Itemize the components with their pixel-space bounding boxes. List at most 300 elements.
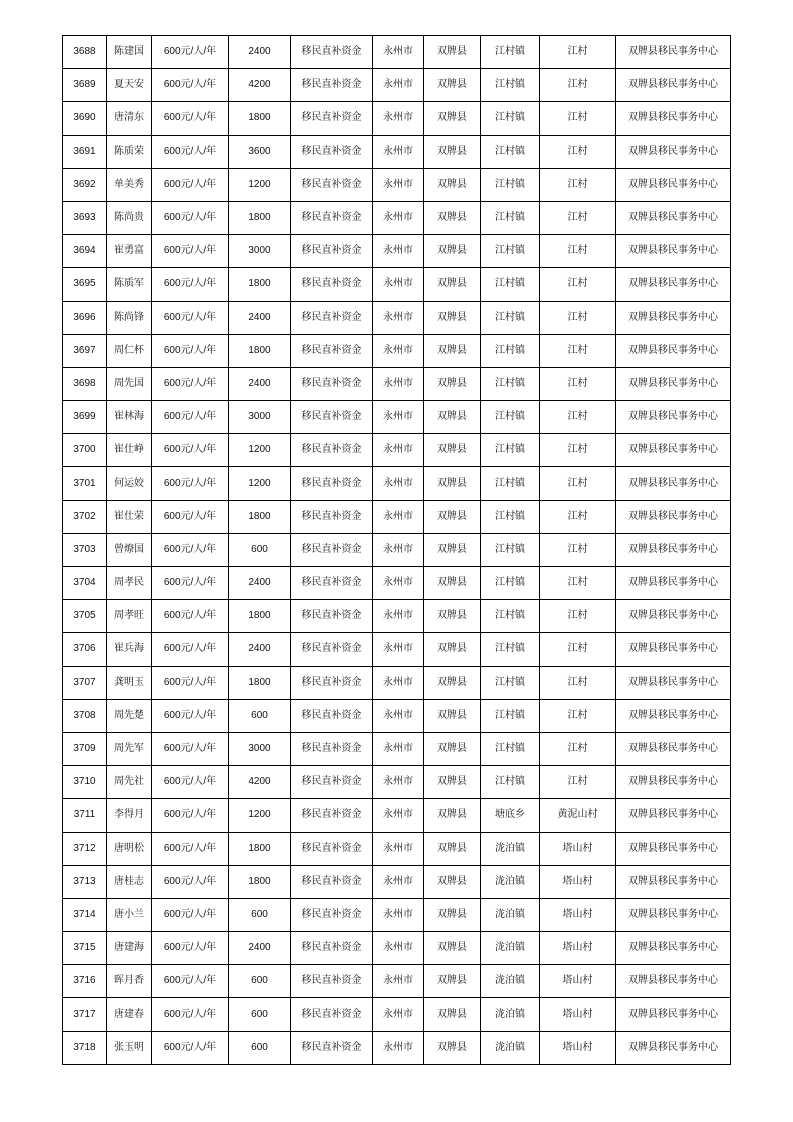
town-cell: 塘底乡: [481, 799, 540, 832]
table-row: [63, 567, 731, 600]
row-number-cell: 3715: [63, 932, 107, 965]
subsidy-amount-cell: 2400: [229, 567, 291, 600]
subsidy-amount-cell: 1800: [229, 865, 291, 898]
table-row: [63, 434, 731, 467]
department-cell: 双牌县移民事务中心: [616, 135, 731, 168]
row-number-cell: 3700: [63, 434, 107, 467]
fund-type-cell: 移民直补资金: [291, 932, 373, 965]
row-number-cell: 3716: [63, 965, 107, 998]
department-cell: 双牌县移民事务中心: [616, 334, 731, 367]
village-cell: 江村: [540, 633, 616, 666]
town-cell: 泷泊镇: [481, 865, 540, 898]
table-row: [63, 301, 731, 334]
row-number-cell: 3709: [63, 732, 107, 765]
subsidy-amount-cell: 1800: [229, 600, 291, 633]
town-cell: 江村镇: [481, 135, 540, 168]
department-cell: 双牌县移民事务中心: [616, 666, 731, 699]
county-cell: 双牌县: [424, 367, 481, 400]
subsidy-amount-cell: 1200: [229, 467, 291, 500]
row-number-cell: 3714: [63, 898, 107, 931]
recipient-name-cell: 崔仕峥: [107, 434, 152, 467]
village-cell: 江村: [540, 268, 616, 301]
village-cell: 江村: [540, 567, 616, 600]
table-row: [63, 235, 731, 268]
fund-type-cell: 移民直补资金: [291, 36, 373, 69]
subsidy-amount-cell: 3000: [229, 235, 291, 268]
county-cell: 双牌县: [424, 434, 481, 467]
recipient-name-cell: 唐小兰: [107, 898, 152, 931]
department-cell: 双牌县移民事务中心: [616, 799, 731, 832]
row-number-cell: 3693: [63, 201, 107, 234]
subsidy-amount-cell: 600: [229, 533, 291, 566]
row-number-cell: 3702: [63, 500, 107, 533]
department-cell: 双牌县移民事务中心: [616, 102, 731, 135]
row-number-cell: 3699: [63, 401, 107, 434]
table-row: [63, 268, 731, 301]
recipient-name-cell: 唐建春: [107, 998, 152, 1031]
city-cell: 永州市: [373, 998, 424, 1031]
city-cell: 永州市: [373, 533, 424, 566]
recipient-name-cell: 唐清东: [107, 102, 152, 135]
department-cell: 双牌县移民事务中心: [616, 168, 731, 201]
city-cell: 永州市: [373, 401, 424, 434]
fund-type-cell: 移民直补资金: [291, 600, 373, 633]
department-cell: 双牌县移民事务中心: [616, 1031, 731, 1064]
department-cell: 双牌县移民事务中心: [616, 367, 731, 400]
row-number-cell: 3695: [63, 268, 107, 301]
table-row: [63, 135, 731, 168]
recipient-name-cell: 周仁杯: [107, 334, 152, 367]
village-cell: 江村: [540, 699, 616, 732]
village-cell: 塔山村: [540, 865, 616, 898]
city-cell: 永州市: [373, 268, 424, 301]
city-cell: 永州市: [373, 36, 424, 69]
village-cell: 江村: [540, 201, 616, 234]
department-cell: 双牌县移民事务中心: [616, 633, 731, 666]
subsidy-standard-cell: 600元/人/年: [152, 168, 229, 201]
subsidy-amount-cell: 1800: [229, 102, 291, 135]
fund-type-cell: 移民直补资金: [291, 533, 373, 566]
county-cell: 双牌县: [424, 633, 481, 666]
row-number-cell: 3710: [63, 766, 107, 799]
recipient-name-cell: 夏天安: [107, 69, 152, 102]
subsidy-standard-cell: 600元/人/年: [152, 533, 229, 566]
subsidy-standard-cell: 600元/人/年: [152, 268, 229, 301]
row-number-cell: 3694: [63, 235, 107, 268]
recipient-name-cell: 龚明玉: [107, 666, 152, 699]
town-cell: 泷泊镇: [481, 998, 540, 1031]
city-cell: 永州市: [373, 201, 424, 234]
row-number-cell: 3712: [63, 832, 107, 865]
fund-type-cell: 移民直补资金: [291, 832, 373, 865]
village-cell: 江村: [540, 666, 616, 699]
city-cell: 永州市: [373, 567, 424, 600]
recipient-name-cell: 晖月香: [107, 965, 152, 998]
town-cell: 江村镇: [481, 633, 540, 666]
county-cell: 双牌县: [424, 102, 481, 135]
village-cell: 江村: [540, 401, 616, 434]
department-cell: 双牌县移民事务中心: [616, 567, 731, 600]
county-cell: 双牌县: [424, 69, 481, 102]
recipient-name-cell: 崔勇富: [107, 235, 152, 268]
village-cell: 塔山村: [540, 965, 616, 998]
subsidy-standard-cell: 600元/人/年: [152, 500, 229, 533]
row-number-cell: 3698: [63, 367, 107, 400]
department-cell: 双牌县移民事务中心: [616, 533, 731, 566]
row-number-cell: 3707: [63, 666, 107, 699]
subsidy-standard-cell: 600元/人/年: [152, 766, 229, 799]
city-cell: 永州市: [373, 832, 424, 865]
subsidy-amount-cell: 1200: [229, 434, 291, 467]
town-cell: 江村镇: [481, 567, 540, 600]
recipient-name-cell: 周先社: [107, 766, 152, 799]
subsidy-amount-cell: 1800: [229, 500, 291, 533]
subsidy-amount-cell: 2400: [229, 36, 291, 69]
row-number-cell: 3692: [63, 168, 107, 201]
recipient-name-cell: 曾燎国: [107, 533, 152, 566]
city-cell: 永州市: [373, 1031, 424, 1064]
table-row: [63, 732, 731, 765]
recipient-name-cell: 周先楚: [107, 699, 152, 732]
village-cell: 塔山村: [540, 832, 616, 865]
village-cell: 江村: [540, 135, 616, 168]
village-cell: 江村: [540, 235, 616, 268]
subsidy-standard-cell: 600元/人/年: [152, 666, 229, 699]
recipient-name-cell: 陈建国: [107, 36, 152, 69]
subsidy-amount-cell: 1800: [229, 201, 291, 234]
county-cell: 双牌县: [424, 1031, 481, 1064]
subsidy-standard-cell: 600元/人/年: [152, 301, 229, 334]
village-cell: 江村: [540, 36, 616, 69]
town-cell: 江村镇: [481, 500, 540, 533]
department-cell: 双牌县移民事务中心: [616, 235, 731, 268]
row-number-cell: 3689: [63, 69, 107, 102]
county-cell: 双牌县: [424, 533, 481, 566]
table-row: [63, 799, 731, 832]
town-cell: 江村镇: [481, 766, 540, 799]
fund-type-cell: 移民直补资金: [291, 633, 373, 666]
village-cell: 黄泥山村: [540, 799, 616, 832]
table-row: [63, 832, 731, 865]
table-row: [63, 367, 731, 400]
table-row: [63, 666, 731, 699]
city-cell: 永州市: [373, 69, 424, 102]
town-cell: 江村镇: [481, 467, 540, 500]
department-cell: 双牌县移民事务中心: [616, 732, 731, 765]
department-cell: 双牌县移民事务中心: [616, 69, 731, 102]
fund-type-cell: 移民直补资金: [291, 666, 373, 699]
row-number-cell: 3711: [63, 799, 107, 832]
subsidy-amount-cell: 2400: [229, 932, 291, 965]
table-body: [63, 36, 731, 1065]
table-row: [63, 998, 731, 1031]
fund-type-cell: 移民直补资金: [291, 998, 373, 1031]
town-cell: 江村镇: [481, 301, 540, 334]
fund-type-cell: 移民直补资金: [291, 699, 373, 732]
fund-type-cell: 移民直补资金: [291, 467, 373, 500]
department-cell: 双牌县移民事务中心: [616, 898, 731, 931]
table-row: [63, 533, 731, 566]
department-cell: 双牌县移民事务中心: [616, 401, 731, 434]
subsidy-standard-cell: 600元/人/年: [152, 401, 229, 434]
town-cell: 江村镇: [481, 268, 540, 301]
city-cell: 永州市: [373, 766, 424, 799]
recipient-name-cell: 李得月: [107, 799, 152, 832]
city-cell: 永州市: [373, 898, 424, 931]
table-row: [63, 334, 731, 367]
subsidy-standard-cell: 600元/人/年: [152, 799, 229, 832]
row-number-cell: 3691: [63, 135, 107, 168]
department-cell: 双牌县移民事务中心: [616, 500, 731, 533]
village-cell: 江村: [540, 434, 616, 467]
county-cell: 双牌县: [424, 500, 481, 533]
county-cell: 双牌县: [424, 865, 481, 898]
table-row: [63, 699, 731, 732]
subsidy-amount-cell: 600: [229, 965, 291, 998]
subsidy-standard-cell: 600元/人/年: [152, 699, 229, 732]
table-row: [63, 865, 731, 898]
county-cell: 双牌县: [424, 898, 481, 931]
town-cell: 泷泊镇: [481, 965, 540, 998]
row-number-cell: 3706: [63, 633, 107, 666]
city-cell: 永州市: [373, 135, 424, 168]
recipient-name-cell: 陈尚贵: [107, 201, 152, 234]
town-cell: 江村镇: [481, 69, 540, 102]
town-cell: 江村镇: [481, 334, 540, 367]
county-cell: 双牌县: [424, 36, 481, 69]
village-cell: 江村: [540, 367, 616, 400]
department-cell: 双牌县移民事务中心: [616, 865, 731, 898]
table-row: [63, 201, 731, 234]
subsidy-standard-cell: 600元/人/年: [152, 367, 229, 400]
department-cell: 双牌县移民事务中心: [616, 201, 731, 234]
town-cell: 江村镇: [481, 600, 540, 633]
table-row: [63, 467, 731, 500]
department-cell: 双牌县移民事务中心: [616, 965, 731, 998]
fund-type-cell: 移民直补资金: [291, 135, 373, 168]
table-row: [63, 633, 731, 666]
recipient-name-cell: 陈质军: [107, 268, 152, 301]
recipient-name-cell: 张玉明: [107, 1031, 152, 1064]
subsidy-standard-cell: 600元/人/年: [152, 467, 229, 500]
city-cell: 永州市: [373, 334, 424, 367]
subsidy-standard-cell: 600元/人/年: [152, 1031, 229, 1064]
county-cell: 双牌县: [424, 932, 481, 965]
subsidy-amount-cell: 2400: [229, 633, 291, 666]
town-cell: 江村镇: [481, 732, 540, 765]
county-cell: 双牌县: [424, 600, 481, 633]
subsidy-standard-cell: 600元/人/年: [152, 201, 229, 234]
town-cell: 江村镇: [481, 666, 540, 699]
village-cell: 江村: [540, 766, 616, 799]
county-cell: 双牌县: [424, 467, 481, 500]
city-cell: 永州市: [373, 168, 424, 201]
town-cell: 江村镇: [481, 168, 540, 201]
city-cell: 永州市: [373, 732, 424, 765]
subsidy-amount-cell: 2400: [229, 301, 291, 334]
fund-type-cell: 移民直补资金: [291, 434, 373, 467]
recipient-name-cell: 陈质荣: [107, 135, 152, 168]
village-cell: 江村: [540, 600, 616, 633]
town-cell: 江村镇: [481, 533, 540, 566]
subsidy-amount-cell: 3000: [229, 401, 291, 434]
town-cell: 江村镇: [481, 401, 540, 434]
department-cell: 双牌县移民事务中心: [616, 699, 731, 732]
city-cell: 永州市: [373, 865, 424, 898]
city-cell: 永州市: [373, 235, 424, 268]
subsidy-standard-cell: 600元/人/年: [152, 898, 229, 931]
town-cell: 泷泊镇: [481, 898, 540, 931]
subsidy-standard-cell: 600元/人/年: [152, 334, 229, 367]
department-cell: 双牌县移民事务中心: [616, 36, 731, 69]
village-cell: 江村: [540, 102, 616, 135]
recipient-name-cell: 周孝民: [107, 567, 152, 600]
table-row: [63, 69, 731, 102]
row-number-cell: 3688: [63, 36, 107, 69]
fund-type-cell: 移民直补资金: [291, 102, 373, 135]
subsidy-amount-cell: 4200: [229, 766, 291, 799]
fund-type-cell: 移民直补资金: [291, 898, 373, 931]
recipient-name-cell: 单美秀: [107, 168, 152, 201]
fund-type-cell: 移民直补资金: [291, 567, 373, 600]
row-number-cell: 3701: [63, 467, 107, 500]
fund-type-cell: 移民直补资金: [291, 1031, 373, 1064]
fund-type-cell: 移民直补资金: [291, 799, 373, 832]
row-number-cell: 3705: [63, 600, 107, 633]
recipient-name-cell: 崔林海: [107, 401, 152, 434]
village-cell: 江村: [540, 732, 616, 765]
subsidy-amount-cell: 1800: [229, 666, 291, 699]
recipient-name-cell: 崔仕荣: [107, 500, 152, 533]
city-cell: 永州市: [373, 633, 424, 666]
fund-type-cell: 移民直补资金: [291, 268, 373, 301]
department-cell: 双牌县移民事务中心: [616, 301, 731, 334]
subsidy-amount-cell: 600: [229, 898, 291, 931]
fund-type-cell: 移民直补资金: [291, 69, 373, 102]
table-row: [63, 898, 731, 931]
town-cell: 江村镇: [481, 235, 540, 268]
fund-type-cell: 移民直补资金: [291, 865, 373, 898]
town-cell: 江村镇: [481, 434, 540, 467]
subsidy-standard-cell: 600元/人/年: [152, 235, 229, 268]
village-cell: 塔山村: [540, 932, 616, 965]
town-cell: 江村镇: [481, 699, 540, 732]
town-cell: 江村镇: [481, 367, 540, 400]
table-row: [63, 1031, 731, 1064]
subsidy-amount-cell: 2400: [229, 367, 291, 400]
table-row: [63, 766, 731, 799]
county-cell: 双牌县: [424, 567, 481, 600]
fund-type-cell: 移民直补资金: [291, 367, 373, 400]
subsidy-standard-cell: 600元/人/年: [152, 732, 229, 765]
fund-type-cell: 移民直补资金: [291, 301, 373, 334]
village-cell: 江村: [540, 500, 616, 533]
department-cell: 双牌县移民事务中心: [616, 932, 731, 965]
subsidy-standard-cell: 600元/人/年: [152, 135, 229, 168]
town-cell: 泷泊镇: [481, 1031, 540, 1064]
city-cell: 永州市: [373, 932, 424, 965]
row-number-cell: 3697: [63, 334, 107, 367]
subsidy-standard-cell: 600元/人/年: [152, 434, 229, 467]
city-cell: 永州市: [373, 367, 424, 400]
subsidy-amount-cell: 1200: [229, 168, 291, 201]
town-cell: 江村镇: [481, 102, 540, 135]
subsidy-standard-cell: 600元/人/年: [152, 102, 229, 135]
fund-type-cell: 移民直补资金: [291, 500, 373, 533]
county-cell: 双牌县: [424, 732, 481, 765]
subsidy-standard-cell: 600元/人/年: [152, 600, 229, 633]
village-cell: 塔山村: [540, 1031, 616, 1064]
row-number-cell: 3703: [63, 533, 107, 566]
department-cell: 双牌县移民事务中心: [616, 766, 731, 799]
fund-type-cell: 移民直补资金: [291, 401, 373, 434]
recipient-name-cell: 周先国: [107, 367, 152, 400]
department-cell: 双牌县移民事务中心: [616, 998, 731, 1031]
department-cell: 双牌县移民事务中心: [616, 268, 731, 301]
subsidy-standard-cell: 600元/人/年: [152, 998, 229, 1031]
county-cell: 双牌县: [424, 334, 481, 367]
fund-type-cell: 移民直补资金: [291, 334, 373, 367]
row-number-cell: 3696: [63, 301, 107, 334]
subsidy-table: [62, 35, 731, 1065]
recipient-name-cell: 唐明松: [107, 832, 152, 865]
department-cell: 双牌县移民事务中心: [616, 600, 731, 633]
recipient-name-cell: 唐建海: [107, 932, 152, 965]
fund-type-cell: 移民直补资金: [291, 965, 373, 998]
row-number-cell: 3713: [63, 865, 107, 898]
city-cell: 永州市: [373, 500, 424, 533]
table-row: [63, 102, 731, 135]
city-cell: 永州市: [373, 467, 424, 500]
recipient-name-cell: 崔兵海: [107, 633, 152, 666]
department-cell: 双牌县移民事务中心: [616, 832, 731, 865]
village-cell: 塔山村: [540, 898, 616, 931]
recipient-name-cell: 陈尚锋: [107, 301, 152, 334]
city-cell: 永州市: [373, 102, 424, 135]
county-cell: 双牌县: [424, 201, 481, 234]
subsidy-standard-cell: 600元/人/年: [152, 633, 229, 666]
subsidy-amount-cell: 3000: [229, 732, 291, 765]
table-row: [63, 401, 731, 434]
village-cell: 塔山村: [540, 998, 616, 1031]
subsidy-standard-cell: 600元/人/年: [152, 865, 229, 898]
city-cell: 永州市: [373, 600, 424, 633]
city-cell: 永州市: [373, 301, 424, 334]
table-row: [63, 965, 731, 998]
subsidy-standard-cell: 600元/人/年: [152, 36, 229, 69]
village-cell: 江村: [540, 467, 616, 500]
county-cell: 双牌县: [424, 235, 481, 268]
county-cell: 双牌县: [424, 965, 481, 998]
subsidy-amount-cell: 1200: [229, 799, 291, 832]
table-row: [63, 600, 731, 633]
county-cell: 双牌县: [424, 135, 481, 168]
recipient-name-cell: 周孝旺: [107, 600, 152, 633]
village-cell: 江村: [540, 301, 616, 334]
table-row: [63, 36, 731, 69]
subsidy-amount-cell: 1800: [229, 268, 291, 301]
row-number-cell: 3718: [63, 1031, 107, 1064]
city-cell: 永州市: [373, 799, 424, 832]
subsidy-standard-cell: 600元/人/年: [152, 69, 229, 102]
county-cell: 双牌县: [424, 168, 481, 201]
table-row: [63, 500, 731, 533]
subsidy-amount-cell: 1800: [229, 334, 291, 367]
city-cell: 永州市: [373, 965, 424, 998]
subsidy-amount-cell: 600: [229, 998, 291, 1031]
department-cell: 双牌县移民事务中心: [616, 467, 731, 500]
row-number-cell: 3708: [63, 699, 107, 732]
